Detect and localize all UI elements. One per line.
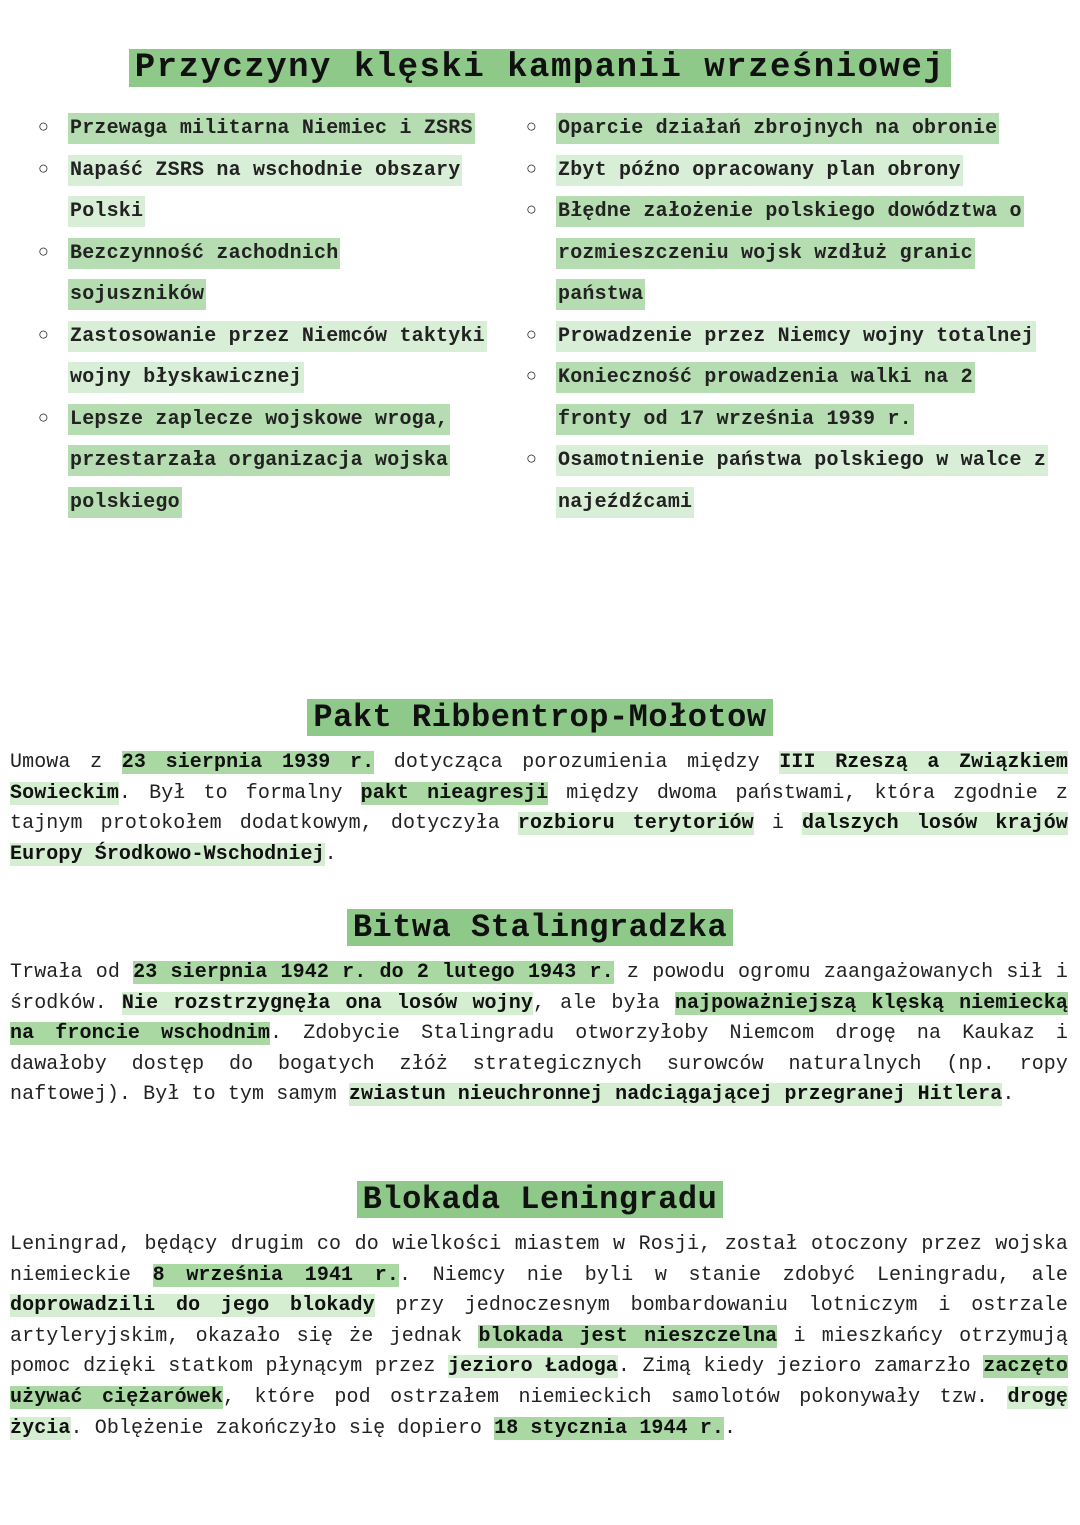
cause-item-text: Konieczność prowadzenia walki na 2 fronty od 17 września 1939 r. (556, 362, 975, 435)
paragraph-text: dotycząca porozumienia między (374, 751, 780, 774)
paragraph-text: . Oblężenie zakończyło się dopiero (70, 1416, 495, 1440)
paragraph-text: z powodu ogromu zaangażowanych sił i środków. (10, 961, 1068, 1015)
highlighted-phrase: 23 sierpnia 1942 r. do 2 lutego 1943 r. (133, 961, 614, 984)
highlighted-phrase: drogę życia (10, 1385, 1068, 1440)
paragraph-text: Trwała od (10, 961, 134, 984)
cause-item (524, 191, 1054, 316)
cause-item-text: Błędne założenie polskiego dowództwa o rozmieszczeniu wojsk wzdłuż granic państwa (556, 196, 1024, 310)
highlighted-phrase: dalszych losów krajów Europy Środkowo-Wschodniej (10, 812, 1069, 866)
cause-item-text: Zbyt późno opracowany plan obrony (556, 155, 963, 186)
cause-item-text: Prowadzenie przez Niemcy wojny totalnej (556, 321, 1036, 352)
bullet-circle-icon: ○ (526, 159, 538, 180)
bullet-circle-icon: ○ (526, 367, 538, 387)
bullet-circle-icon: ○ (526, 450, 538, 470)
paragraph-text: Leningrad, będący drugim co do wielkości miastem w Rosji, został otoczony przez wojska niemieckie (10, 1233, 1068, 1287)
highlighted-phrase: rozbioru terytoriów (517, 812, 754, 836)
highlighted-phrase: Nie rozstrzygnęła ona losów wojny (121, 991, 533, 1015)
paragraph-text: , ale była (532, 991, 675, 1015)
cause-item-text: Zastosowanie przez Niemców taktyki wojny błyskawicznej (68, 321, 487, 394)
paragraph-text: i (753, 812, 802, 836)
paragraph-text: przy jednoczesnym bombardowaniu lotniczym i ostrzale artyleryjskim, okazało się że jednak (10, 1294, 1069, 1348)
cause-item-text: Oparcie działań zbrojnych na obronie (556, 113, 999, 144)
paragraph-text: . Niemcy nie byli w stanie zdobyć Leningradu, ale (398, 1263, 1068, 1287)
cause-item (524, 150, 1054, 192)
highlighted-phrase: blokada jest nieszczelna (478, 1324, 778, 1348)
paragraph-text: . Zimą kiedy jezioro zamarzło (617, 1355, 984, 1379)
section2-paragraph (10, 748, 1068, 870)
highlighted-phrase: doprowadzili do jego blokady (10, 1294, 375, 1318)
section2-title (0, 698, 1080, 738)
highlighted-phrase: 23 sierpnia 1939 r. (121, 751, 375, 774)
cause-item-text: Bezczynność zachodnich sojuszników (68, 238, 340, 311)
cause-item (36, 150, 486, 233)
paragraph-text: , które pod ostrzałem niemieckich samolotów pokonywały tzw. (223, 1385, 1008, 1409)
paragraph-text: . (724, 1416, 737, 1440)
cause-item (36, 233, 486, 316)
bullet-circle-icon: ○ (38, 242, 50, 263)
section1-title-text: Przyczyny klęski kampanii wrześniowej (129, 49, 951, 87)
cause-item (36, 108, 486, 150)
highlighted-phrase: zaczęto używać ciężarówek (10, 1355, 1069, 1409)
cause-item (36, 316, 486, 399)
highlighted-phrase: pakt nieagresji (360, 781, 549, 805)
highlighted-phrase: III Rzeszą a Związkiem Sowieckim (10, 751, 1068, 805)
paragraph-text: . (324, 842, 337, 866)
section3-title-text: Bitwa Stalingradzka (347, 909, 733, 946)
cause-item (524, 316, 1054, 358)
cause-item (36, 399, 486, 524)
bullet-circle-icon: ○ (38, 159, 50, 180)
section4-paragraph (10, 1230, 1068, 1444)
cause-item-text: Przewaga militarna Niemiec i ZSRS (68, 113, 475, 144)
causes-left-list (36, 108, 486, 523)
section3-title (0, 908, 1080, 948)
highlighted-phrase: zwiastun nieuchronnej nadciągającej przegranej Hitlera (348, 1083, 1003, 1107)
cause-item (524, 108, 1054, 150)
cause-item (524, 357, 1054, 440)
section4-title (0, 1180, 1080, 1220)
bullet-circle-icon: ○ (526, 201, 538, 221)
section3-paragraph (10, 958, 1068, 1111)
bullet-circle-icon: ○ (38, 408, 50, 429)
section4-title-text: Blokada Leningradu (357, 1181, 724, 1218)
paragraph-text: . Zdobycie Stalingradu otworzyłoby Niemcom drogę na Kaukaz i dawałoby dostęp do bogatych złóż strategicznych surowców naturalnych (np. ropy naftowej). Był to tym samym (10, 1022, 1068, 1107)
paragraph-text: . (1002, 1083, 1015, 1107)
cause-item-text: Napaść ZSRS na wschodnie obszary Polski (68, 155, 462, 228)
bullet-circle-icon: ○ (38, 118, 50, 138)
highlighted-phrase: 18 stycznia 1944 r. (494, 1416, 725, 1440)
cause-item-text: Lepsze zaplecze wojskowe wroga, przestarzała organizacja wojska polskiego (68, 404, 450, 518)
bullet-circle-icon: ○ (526, 325, 538, 346)
cause-item (524, 440, 1054, 523)
section1-title (0, 48, 1080, 88)
bullet-circle-icon: ○ (38, 325, 50, 346)
bullet-circle-icon: ○ (526, 118, 538, 138)
highlighted-phrase: 8 września 1941 r. (152, 1263, 399, 1287)
paragraph-text: i mieszkańcy otrzymują pomoc dzięki statkom płynącym przez (10, 1324, 1068, 1379)
paragraph-text: między dwoma państwami, która zgodnie z tajnym protokołem dodatkowym, dotyczyła (10, 781, 1068, 836)
causes-right-list (524, 108, 1054, 523)
highlighted-phrase: najpoważniejszą klęską niemiecką na froncie wschodnim (10, 991, 1068, 1046)
section2-title-text: Pakt Ribbentrop-Mołotow (307, 699, 772, 736)
cause-item-text: Osamotnienie państwa polskiego w walce z najeźdźcami (556, 445, 1048, 518)
highlighted-phrase: jezioro Ładoga (448, 1355, 618, 1379)
paragraph-text: Umowa z (10, 751, 122, 774)
paragraph-text: . Był to formalny (118, 781, 361, 805)
